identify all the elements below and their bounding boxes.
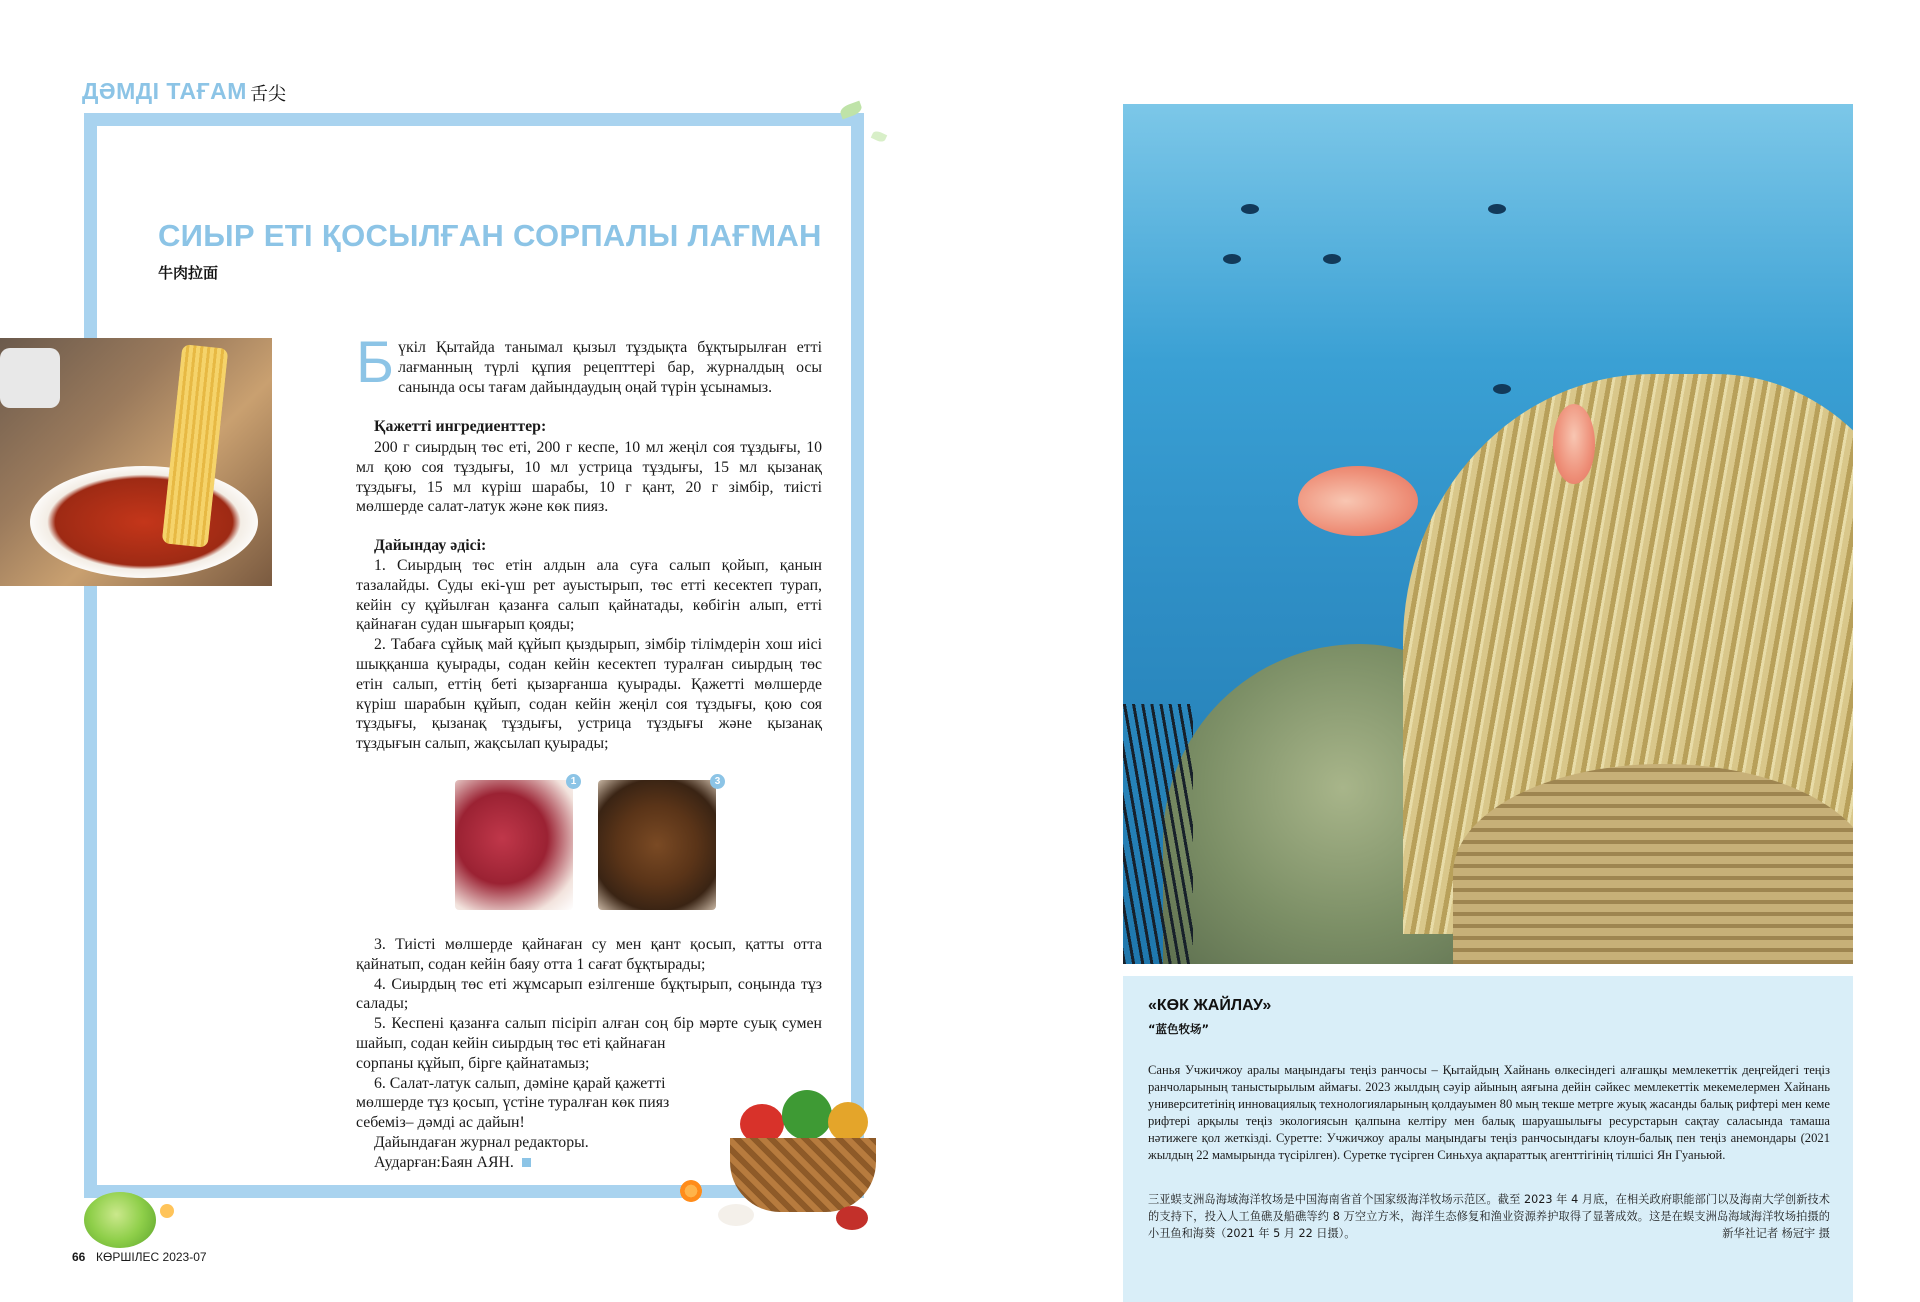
recipe-intro: [356, 330, 822, 397]
radish-icon: [836, 1206, 868, 1230]
seaweed: [1123, 704, 1193, 964]
small-fish-icon: [1493, 384, 1511, 394]
step-5b: сорпаны құйып, бірге қайнатамыз;: [356, 1054, 590, 1072]
translator-credit: [374, 1153, 531, 1173]
page-number: 66: [72, 1250, 86, 1264]
vegetable-basket-illustration: [716, 1080, 888, 1220]
section-title-cn: 舌尖: [250, 84, 286, 105]
end-mark-icon: [522, 1158, 531, 1167]
noodle-photo: [0, 338, 272, 586]
small-fish-icon: [1241, 204, 1259, 214]
editor-credit: Дайындаған журнал редакторы.: [374, 1134, 589, 1151]
step-3: 3. Тиісті мөлшерде қайнаған су мен қант қосып, қатты отта қайнатып, содан кейін баяу отта 1 сағат бұқтырады;: [356, 936, 822, 973]
caption-credit-cn: 新华社记者 杨冠宇 摄: [1722, 1227, 1830, 1240]
recipe-title-cn: 牛肉拉面: [158, 264, 219, 282]
broccoli-icon: [782, 1090, 832, 1140]
step-6b: мөлшерде тұз қосып, үстіне туралған көк пияз: [356, 1094, 670, 1112]
caption-body-cn: [1148, 1191, 1830, 1242]
basket-icon: [730, 1138, 876, 1212]
clownfish-icon: [1298, 466, 1418, 536]
caption-cn-text: 三亚蜈支洲岛海域海洋牧场是中国海南省首个国家级海洋牧场示范区。截至 2023 年 4 月底，在相关政府职能部门以及海南大学创新技术的支持下，投入人工鱼礁及船礁等约 8 万空立方米，海洋生态修复和渔业资源养护取得了显著成效。这是在蜈支洲岛海域海洋牧场拍摄的小丑鱼和海葵（2021 年 5 月 22 日摄）。: [1148, 1193, 1830, 1240]
step-2: 2. Табаға сұйық май құйып қыздырып, зімбір тілімдерін хош иісі шыққанша қуырады, содан кейін кесектеп туралған сиырдың төс етін салып, еттің беті қызарғанша қуырады. Қажетті мөлшерде күріш шарабын құйып, содан кейін жеңіл соя тұздығы, қою соя тұздығы, қызанақ тұздығы, устрица тұздығы және қызанақ тұздығын салып, жақсылап қуырады;: [356, 636, 822, 753]
magazine-name: КӨРШІЛЕС 2023-07: [96, 1250, 207, 1264]
ingredients-text: 200 г сиырдың төс еті, 200 г кеспе, 10 мл жеңіл соя тұздығы, 10 мл қою соя тұздығы, 10 мл устрица тұздығы, 15 мл қызанақ тұздығы, 15 мл күріш шарабы, 10 г қант, 20 г зімбір, тиісті мөлшерде салат-латук және көк пияз.: [356, 439, 822, 516]
method-steps-1-2: [356, 556, 822, 754]
section-title: ДӘМДІ ТАҒАМ: [82, 78, 247, 104]
small-fish-icon: [1323, 254, 1341, 264]
small-fish-icon: [1488, 204, 1506, 214]
salt-plate: [0, 348, 60, 408]
recipe-title: СИЫР ЕТІ ҚОСЫЛҒАН СОРПАЛЫ ЛАҒМАН: [158, 218, 822, 253]
onion-icon: [718, 1204, 754, 1226]
caption-body-kk: Санья Учжичжоу аралы маңындағы теңіз ранчосы – Қытайдың Хайнань өлкесіндегі алғашқы мемлекеттік деңгейдегі теңіз ранчоларының таныстырылым аймағы. 2023 жылдың сәуір айының аяғына дейін сәйкес мемлекеттік мекемелермен Хайнань университетінің инновациялық технологияларының қолдауымен 80 мың текше метрге жуық жасанды балық рифтері мен кеме рифтері арқылы теңіз экологиясын қалпына келтіру мен балық шаруашылығы ресурстарын сақтау саласында тамаша нәтижеге қол жеткізді. Суретте: Учжичжоу аралы маңындағы теңіз ранчосындағы клоун-балық пен теңіз анемондары (2021 жылдың 22 мамырында түсірілген). Суретке түсірген Синьхуа ақпараттық агенттігінің тілшісі Ян Гуаньюй.: [1148, 1063, 1830, 1162]
leaf-decoration-small: [871, 129, 887, 143]
lettuce-icon: [84, 1192, 156, 1248]
caption-subtitle: “蓝色牧场”: [1148, 1022, 1210, 1036]
step-1: 1. Сиырдың төс етін алдын ала суға салып қойып, қанын тазалайды. Суды екі-үш рет ауыстырып, төс етті кесектеп турап, кейін су құйылған қазанға салып қайнатады, көбігін алып, етті қайнаған судан шығарып қояды;: [356, 557, 822, 634]
underwater-photo: [1123, 104, 1853, 964]
step-6a: 6. Салат-латук салып, дәміне қарай қажетті: [374, 1074, 666, 1092]
step-6c: себеміз– дәмді ас дайын!: [356, 1114, 525, 1132]
caption-title: «КӨК ЖАЙЛАУ»: [1148, 997, 1272, 1014]
intro-text: үкіл Қытайда танымал қызыл тұздықта бұқтырылған етті лағманның түрлі құпия рецепттері бар, журналдың осы санында осы тағам дайындаудың оңай түрін ұсынамыз.: [398, 339, 822, 396]
pepper-icon: [828, 1102, 868, 1142]
ingredients-heading: Қажетті ингредиенттер:: [374, 418, 547, 435]
step-5a: 5. Кеспені қазанға салып пісіріп алған соң бір мәрте суық сумен шайып, содан кейін сиырдың төс еті қайнаған: [356, 1015, 822, 1052]
translator-text: Аударған:Баян АЯН.: [374, 1154, 514, 1171]
small-fish-icon: [1223, 254, 1241, 264]
clownfish-icon: [1553, 404, 1595, 484]
step-3-photo: [598, 780, 716, 910]
step-3-badge: 3: [710, 774, 725, 789]
step-4: 4. Сиырдың төс еті жұмсарып езілгенше бұқтырып, соңында тұз салады;: [356, 975, 822, 1013]
method-heading: Дайындау әдісі:: [374, 537, 487, 554]
orange-slice-icon: [680, 1180, 702, 1202]
step-1-badge: 1: [566, 774, 581, 789]
noodle-bowl: [30, 466, 258, 578]
drop-cap: Б: [356, 330, 395, 395]
orange-icon: [160, 1204, 174, 1218]
step-1-photo: [455, 780, 573, 910]
